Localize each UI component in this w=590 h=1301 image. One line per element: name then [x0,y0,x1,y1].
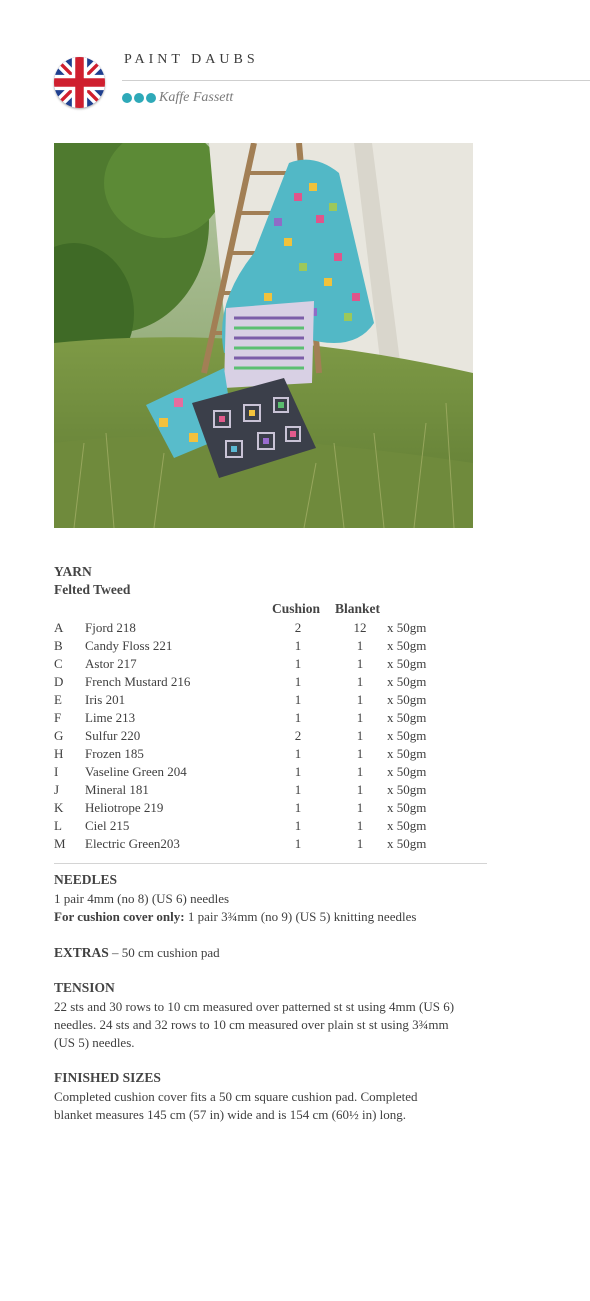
table-row [54,799,494,817]
yarn-letter: L [54,818,62,833]
table-row [54,619,494,637]
cushion-qty: 1 [294,674,302,689]
cushion-qty: 2 [294,620,302,635]
needles-line: 1 pair 4mm (no 8) (US 6) needles [54,891,230,906]
title-divider [122,80,590,81]
union-jack-flag-icon [54,57,105,108]
yarn-letter: I [54,764,59,779]
blanket-and-cushions-on-ladder-photo [54,143,473,528]
extras-heading: EXTRAS [54,945,109,960]
cushion-qty: 1 [294,836,302,851]
ball-weight: x 50gm [387,836,427,851]
yarn-shade: Mineral 181 [85,782,149,797]
ball-weight: x 50gm [387,746,427,761]
blanket-qty: 1 [356,710,364,725]
finished-sizes-heading: FINISHED SIZES [54,1070,161,1085]
cushion-qty: 1 [294,800,302,815]
yarn-shade: Sulfur 220 [85,728,141,743]
yarn-table [54,619,494,853]
blanket-qty: 1 [356,746,364,761]
yarn-letter: H [54,746,64,761]
ball-weight: x 50gm [387,782,427,797]
yarn-letter: C [54,656,63,671]
tension-line: (US 5) needles. [54,1035,135,1050]
cushion-qty: 1 [294,692,302,707]
cushion-qty: 1 [294,782,302,797]
tension-line: 22 sts and 30 rows to 10 cm measured over patterned st st using 4mm (US 6) [54,999,455,1014]
yarn-shade: French Mustard 216 [85,674,191,689]
ball-weight: x 50gm [387,656,427,671]
ball-weight: x 50gm [387,800,427,815]
cushion-qty: 1 [294,764,302,779]
table-row [54,745,494,763]
blanket-qty: 12 [353,620,367,635]
cushion-qty: 2 [294,728,302,743]
table-row [54,817,494,835]
blanket-qty: 1 [356,692,364,707]
table-row [54,673,494,691]
bullet-dot-icon [146,93,156,103]
yarn-shade: Iris 201 [85,692,126,707]
tension-heading: TENSION [54,980,115,995]
yarn-letter: D [54,674,64,689]
designer-line [122,89,233,107]
ball-weight: x 50gm [387,728,427,743]
yarn-letter: G [54,728,64,743]
yarn-shade: Astor 217 [85,656,137,671]
blanket-qty: 1 [356,638,364,653]
table-row [54,637,494,655]
needles-cushion-text: 1 pair 3¾mm (no 9) (US 5) knitting needles [184,909,417,924]
yarn-shade: Frozen 185 [85,746,144,761]
pattern-title: PAINT DAUBS [124,52,259,67]
col-blanket-header: Blanket [335,601,381,616]
col-cushion-header: Cushion [272,601,321,616]
section-divider [54,863,487,864]
blanket-qty: 1 [356,764,364,779]
table-row [54,781,494,799]
table-row [54,727,494,745]
cushion-qty: 1 [294,710,302,725]
bullet-dot-icon [134,93,144,103]
yarn-letter: K [54,800,64,815]
extras-text: – 50 cm cushion pad [108,945,220,960]
yarn-shade: Ciel 215 [85,818,130,833]
yarn-shade: Electric Green203 [85,836,180,851]
yarn-letter: A [54,620,64,635]
blanket-qty: 1 [356,782,364,797]
finished-sizes-line: blanket measures 145 cm (57 in) wide and is 154 cm (60½ in) long. [54,1107,407,1122]
ball-weight: x 50gm [387,710,427,725]
yarn-letter: J [54,782,60,797]
needles-heading: NEEDLES [54,872,118,887]
cushion-qty: 1 [294,818,302,833]
table-row [54,691,494,709]
ball-weight: x 50gm [387,674,427,689]
blanket-qty: 1 [356,836,364,851]
yarn-shade: Heliotrope 219 [85,800,164,815]
designer-name: Kaffe Fassett [159,90,234,105]
table-row [54,655,494,673]
yarn-type: Felted Tweed [54,582,131,597]
blanket-qty: 1 [356,800,364,815]
cushion-qty: 1 [294,656,302,671]
ball-weight: x 50gm [387,692,427,707]
yarn-letter: E [54,692,62,707]
blanket-qty: 1 [356,674,364,689]
table-row [54,763,494,781]
table-row [54,835,494,853]
bullet-dot-icon [122,93,132,103]
tension-line: needles. 24 sts and 32 rows to 10 cm measured over plain st st using 3¾mm [54,1017,449,1032]
yarn-shade: Lime 213 [85,710,136,725]
cushion-qty: 1 [294,746,302,761]
blanket-qty: 1 [356,656,364,671]
finished-sizes-line: Completed cushion cover fits a 50 cm square cushion pad. Completed [54,1089,418,1104]
ball-weight: x 50gm [387,620,427,635]
ball-weight: x 50gm [387,638,427,653]
yarn-letter: F [54,710,62,725]
ball-weight: x 50gm [387,818,427,833]
yarn-letter: B [54,638,63,653]
yarn-shade: Vaseline Green 204 [85,764,187,779]
ball-weight: x 50gm [387,764,427,779]
needles-cushion-label: For cushion cover only: [54,909,185,924]
extras-line [54,944,220,962]
yarn-letter: M [54,836,66,851]
cushion-qty: 1 [294,638,302,653]
blanket-qty: 1 [356,728,364,743]
needles-cushion-line [54,908,416,926]
table-row [54,709,494,727]
blanket-qty: 1 [356,818,364,833]
yarn-shade: Fjord 218 [85,620,136,635]
yarn-shade: Candy Floss 221 [85,638,173,653]
yarn-heading: YARN [54,564,92,579]
